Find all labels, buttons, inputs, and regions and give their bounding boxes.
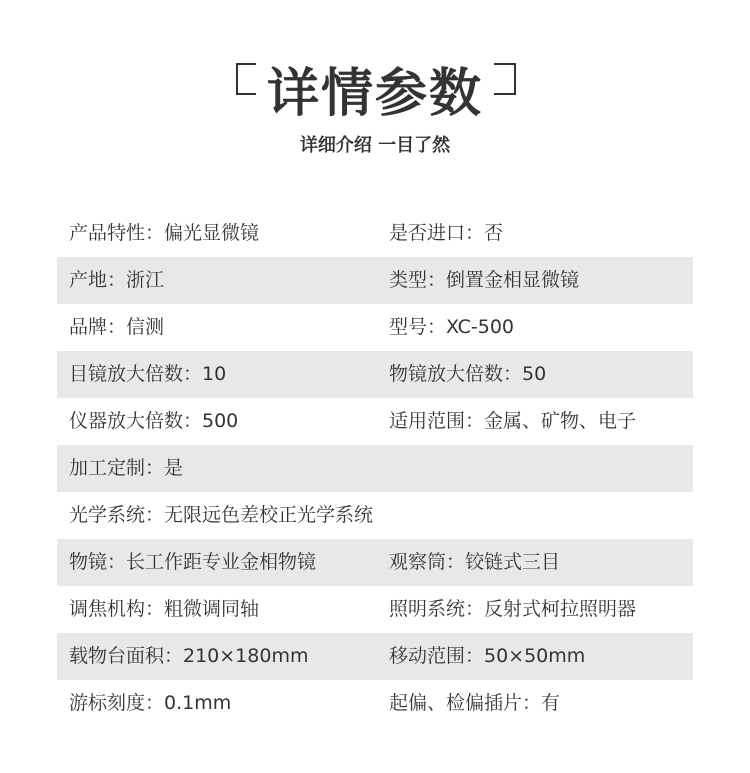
spec-row xyxy=(57,633,693,680)
spec-row xyxy=(57,210,693,257)
spec-left: 物镜：长工作距专业金相物镜 xyxy=(69,551,317,573)
spec-row xyxy=(57,351,693,398)
spec-left: 载物台面积：210×180mm xyxy=(69,645,309,667)
spec-left: 光学系统：无限远色差校正光学系统 xyxy=(69,504,374,526)
spec-right: 类型：倒置金相显微镜 xyxy=(389,269,580,291)
spec-right: 物镜放大倍数：50 xyxy=(389,363,547,385)
spec-row xyxy=(57,586,693,633)
spec-right: 是否进口：否 xyxy=(389,222,504,244)
spec-row xyxy=(57,680,693,727)
spec-left: 仪器放大倍数：500 xyxy=(69,410,239,432)
page-subtitle: 详细介绍 一目了然 xyxy=(299,135,451,156)
spec-right: 移动范围：50×50mm xyxy=(389,645,586,667)
spec-left: 品牌：信测 xyxy=(69,316,165,338)
spec-row xyxy=(57,492,693,539)
spec-right: 型号：XC-500 xyxy=(389,316,515,338)
spec-row xyxy=(57,257,693,304)
spec-left: 加工定制：是 xyxy=(69,457,184,479)
title-bracket-right xyxy=(494,63,516,95)
spec-right: 适用范围：金属、矿物、电子 xyxy=(389,410,637,432)
spec-row xyxy=(57,304,693,351)
spec-left: 产品特性：偏光显微镜 xyxy=(69,222,260,244)
spec-left: 目镜放大倍数：10 xyxy=(69,363,227,385)
spec-row xyxy=(57,398,693,445)
spec-table xyxy=(57,210,693,727)
spec-row xyxy=(57,539,693,586)
spec-row xyxy=(57,445,693,492)
spec-left: 调焦机构：粗微调同轴 xyxy=(69,598,260,620)
spec-left: 产地：浙江 xyxy=(69,269,165,291)
header xyxy=(0,0,750,170)
spec-right: 观察筒：铰链式三目 xyxy=(389,551,561,573)
spec-left: 游标刻度：0.1mm xyxy=(69,692,232,714)
page-title: 详情参数 xyxy=(256,60,494,128)
spec-right: 起偏、检偏插片：有 xyxy=(389,692,561,714)
title-bracket-left xyxy=(236,63,258,95)
spec-right: 照明系统：反射式柯拉照明器 xyxy=(389,598,637,620)
